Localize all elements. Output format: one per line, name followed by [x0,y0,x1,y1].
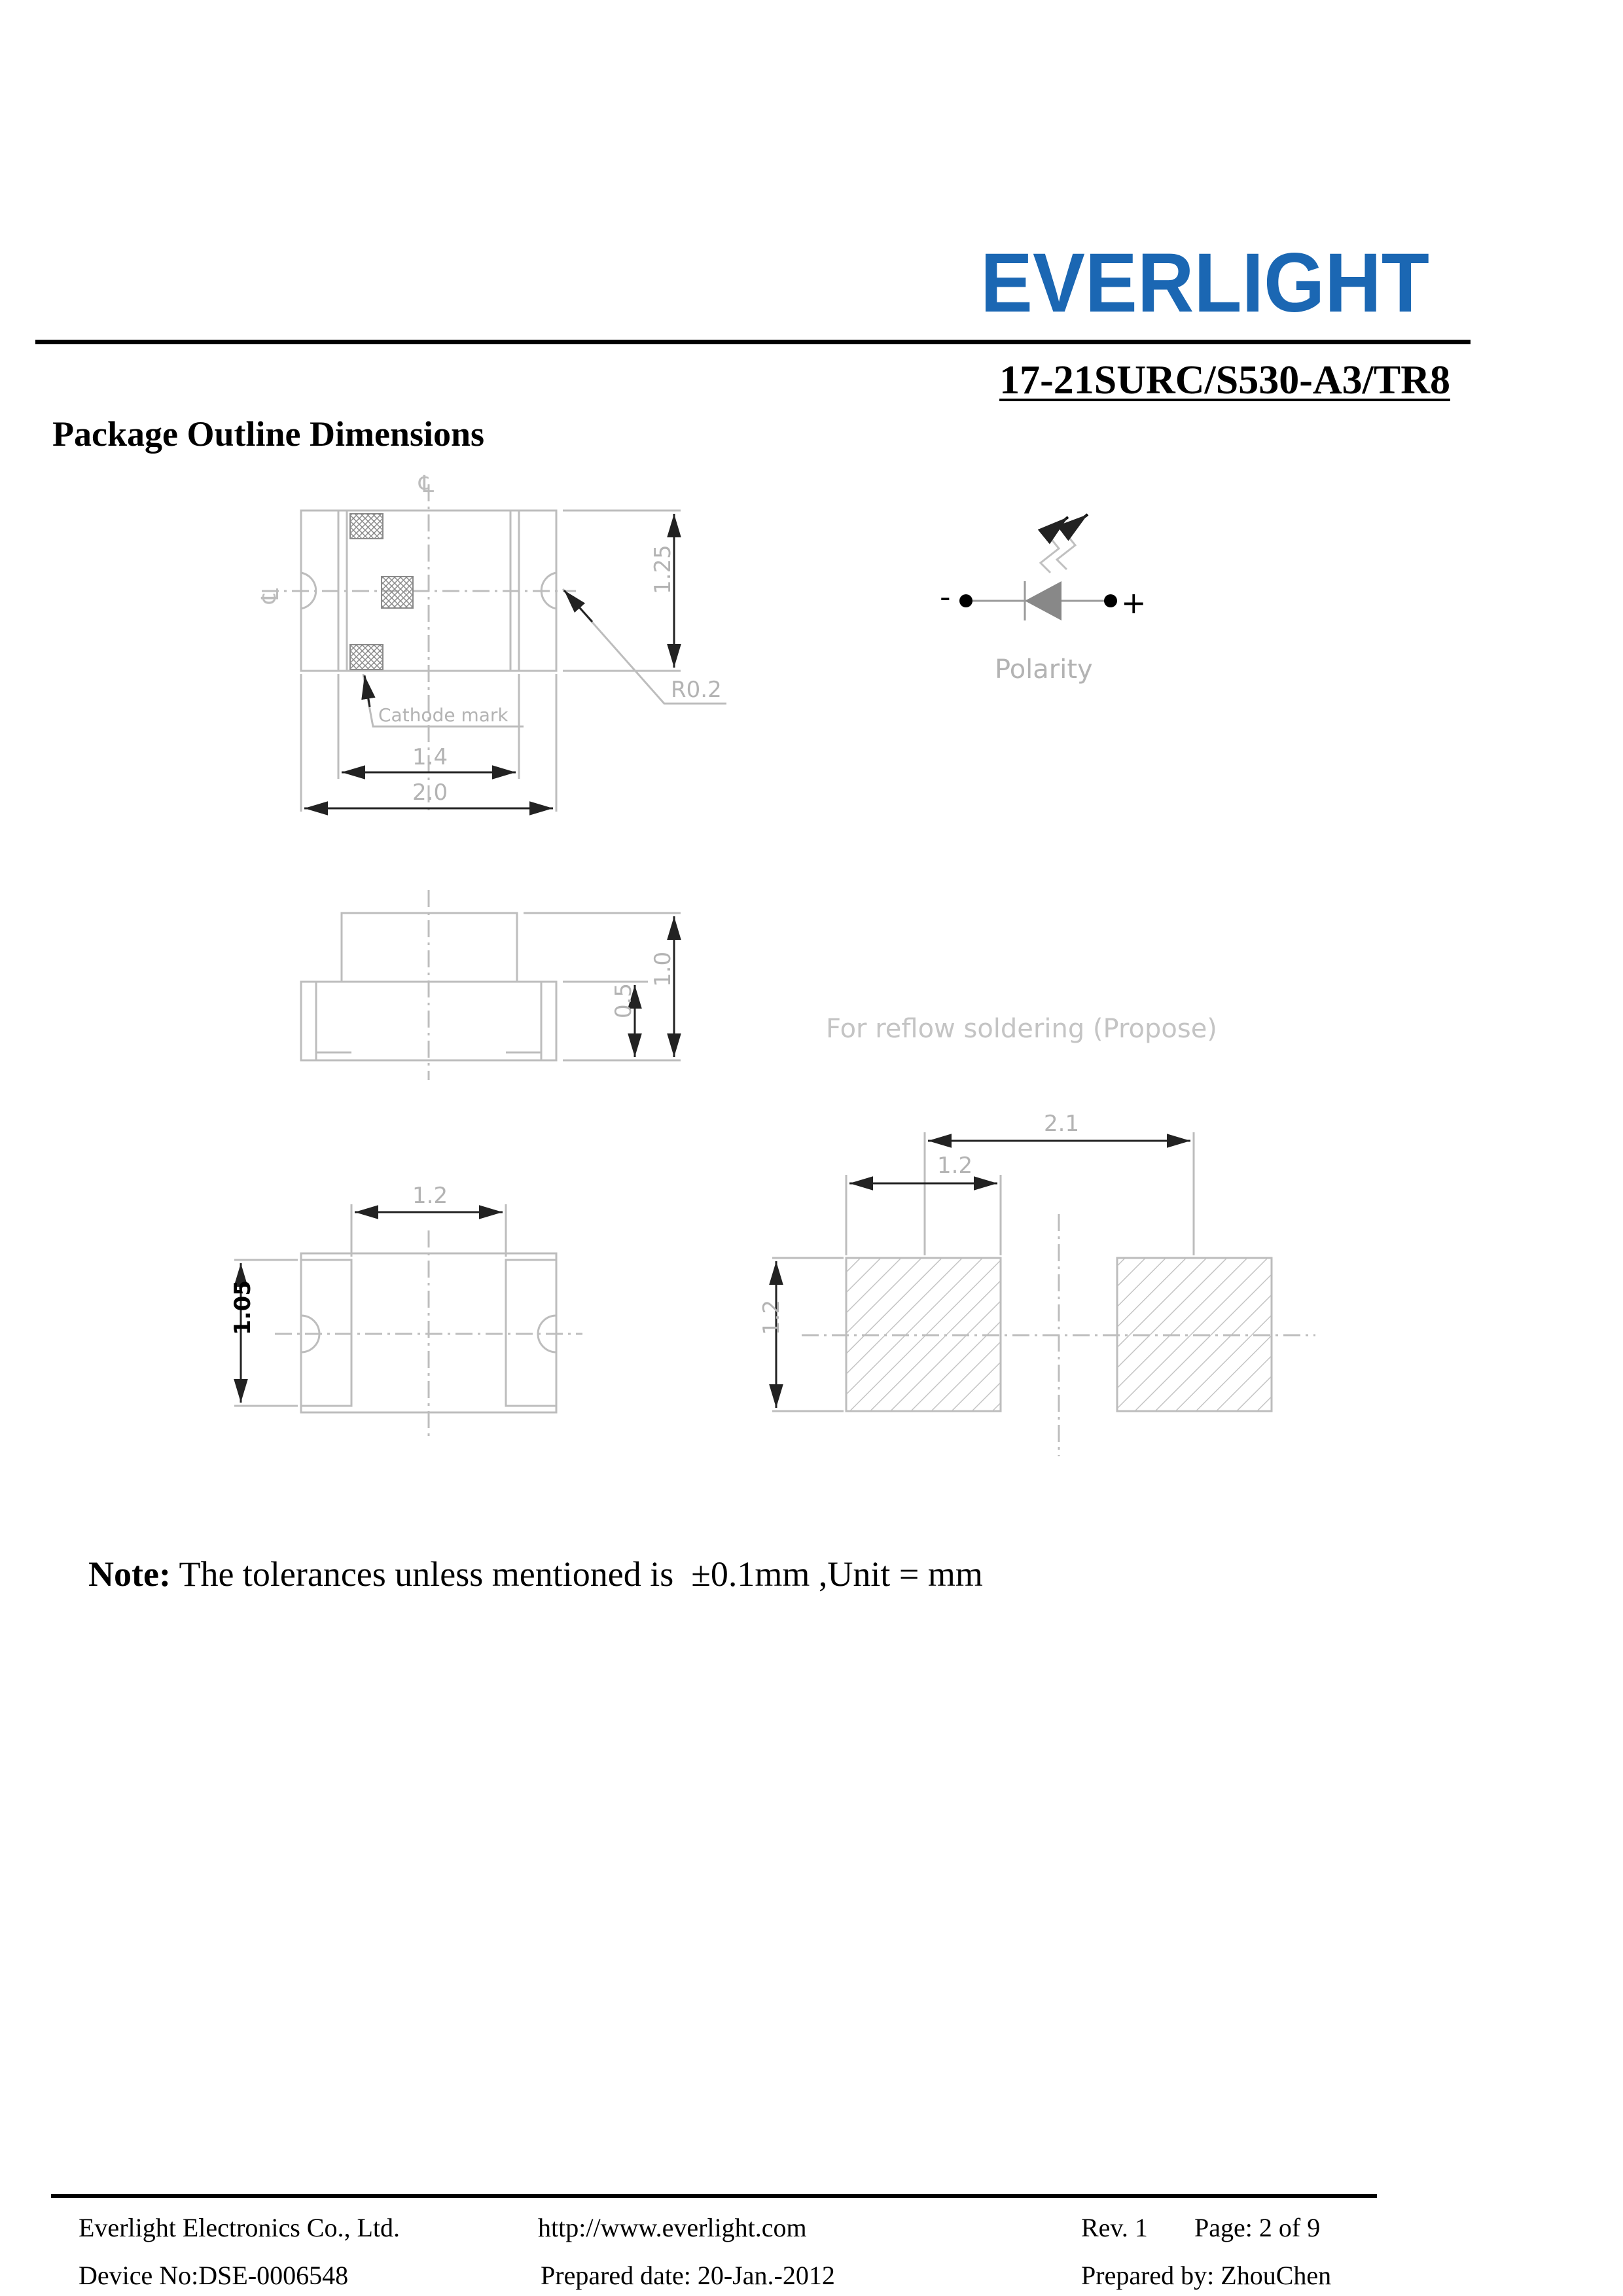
footer-device-no: Device No:DSE-0006548 [79,2261,349,2290]
dim-label-pad-1-2: 1.2 [937,1153,973,1179]
pad-mark-center [382,577,413,608]
diode-triangle [1025,581,1061,620]
dim-label-1-0: 1.0 [650,951,676,987]
cathode-leader-arrow [365,675,370,707]
radius-label: R0.2 [671,677,722,703]
polarity-plus-dot [1104,594,1117,607]
pad-mark-top [350,514,383,539]
dim-label-pad-height-1-2: 1.2 [758,1299,785,1335]
part-number: 17-21SURC/S530-A3/TR8 [999,358,1450,403]
dim-label-bottom-1-2: 1.2 [412,1183,448,1209]
footer-page: Page: 2 of 9 [1194,2213,1321,2242]
note-label: Note: [88,1554,171,1594]
footer-rev: Rev. 1 [1081,2213,1148,2242]
bottom-view [234,1204,582,1440]
polarity-minus: - [940,579,951,615]
footer-prepared-date: Prepared date: 20-Jan.-2012 [541,2261,835,2290]
reflow-title: For reflow soldering (Propose) [826,1014,1217,1044]
section-title: Package Outline Dimensions [52,414,485,454]
polarity-label: Polarity [995,655,1093,685]
top-view [262,484,726,812]
footer-company: Everlight Electronics Co., Ltd. [79,2213,400,2242]
centerline-symbol-left: ℄ [257,588,284,603]
centerline-symbol-top: ℄ [419,471,435,498]
light-emission-arrows [1041,538,1059,573]
polarity-minus-dot [959,594,972,607]
dim-label-2-1: 2.1 [1044,1111,1080,1137]
logo-text: EVERLIGHT [980,241,1429,326]
dim-label-1-25: 1.25 [650,545,676,594]
footer-url[interactable]: http://www.everlight.com [538,2213,807,2242]
dim-label-2-0: 2.0 [412,780,448,806]
dim-label-1-05: 1.05 [230,1280,256,1335]
radius-leader-arrow [564,590,592,622]
note-text: The tolerances unless mentioned is ±0.1mm ,Unit = mm [170,1554,983,1594]
polarity-plus: + [1121,585,1147,620]
dim-label-0-5: 0.5 [611,982,637,1018]
solder-pads [772,1132,1315,1456]
polarity-symbol [959,514,1117,620]
cathode-mark-label: Cathode mark [378,704,508,726]
dim-label-1-4: 1.4 [412,744,448,770]
footer-prepared-by: Prepared by: ZhouChen [1081,2261,1332,2290]
tolerance-note [88,1554,983,1594]
footer-rule [51,2194,1377,2198]
pad-mark-bottom [350,645,383,670]
